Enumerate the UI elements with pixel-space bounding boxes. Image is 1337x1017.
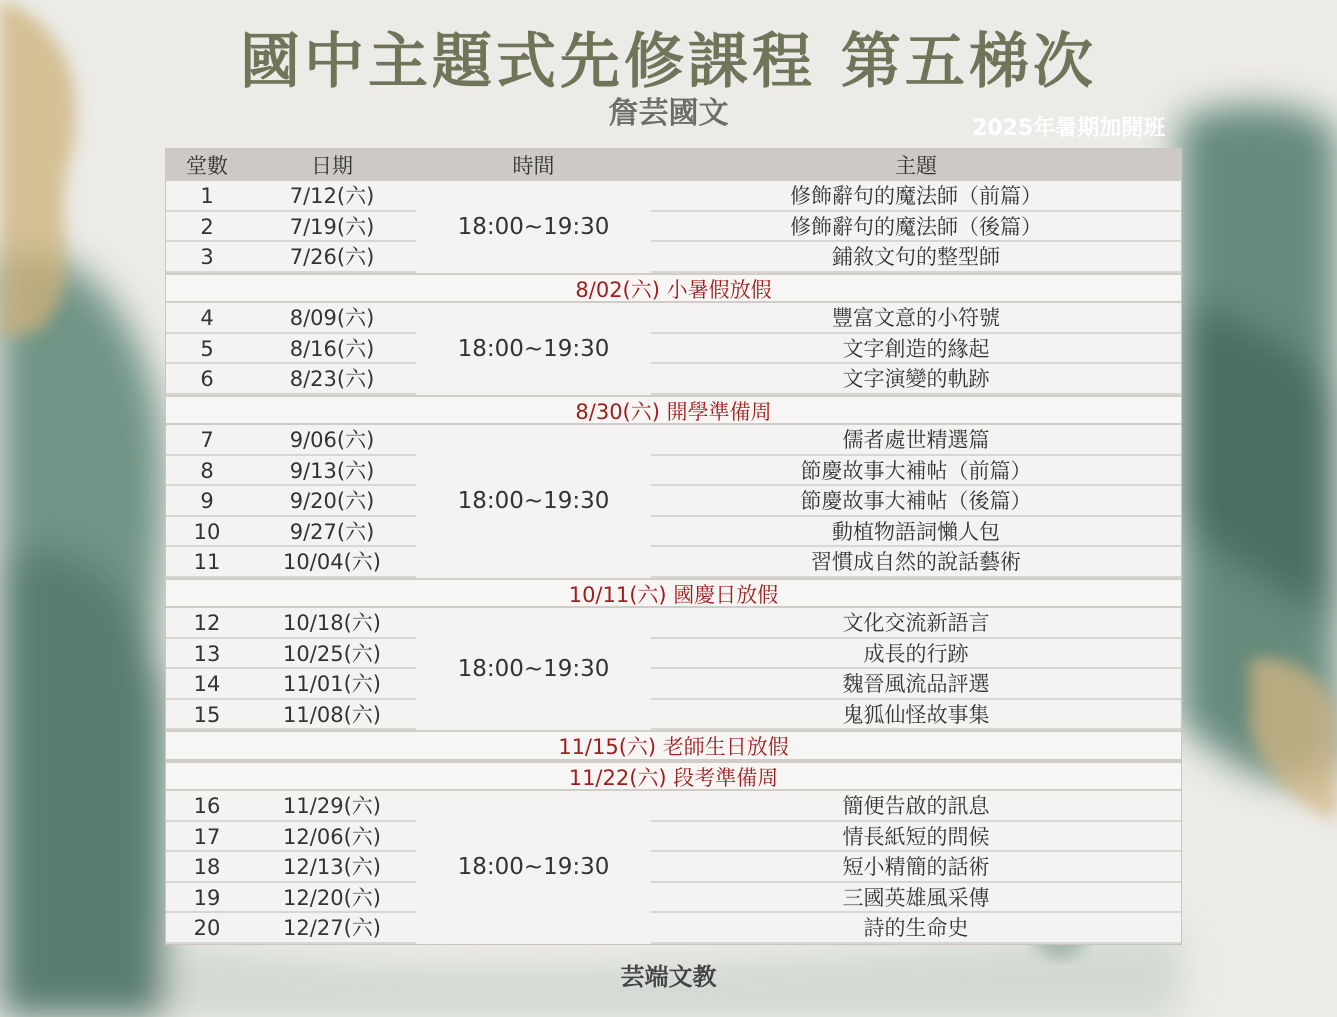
lesson-number: 15 [166, 700, 248, 731]
holiday-row: 11/15(六) 老師生日放假 [166, 730, 1181, 761]
lesson-topic: 三國英雄風采傳 [651, 883, 1181, 914]
table-row [166, 517, 1181, 548]
lesson-number: 18 [166, 852, 248, 883]
lesson-date: 7/26(六) [248, 242, 416, 273]
lesson-group [166, 303, 1181, 395]
lesson-number: 8 [166, 456, 248, 487]
lesson-topic: 情長紙短的問候 [651, 822, 1181, 853]
lesson-number: 11 [166, 547, 248, 578]
table-row [166, 669, 1181, 700]
holiday-row: 8/30(六) 開學準備周 [166, 395, 1181, 426]
lesson-number: 19 [166, 883, 248, 914]
table-row [166, 456, 1181, 487]
lesson-topic: 修飾辭句的魔法師（前篇） [651, 181, 1181, 212]
lesson-date: 7/12(六) [248, 181, 416, 212]
lesson-number: 6 [166, 364, 248, 395]
table-row [166, 364, 1181, 395]
holiday-row: 8/02(六) 小暑假放假 [166, 273, 1181, 304]
holiday-row: 11/22(六) 段考準備周 [166, 761, 1181, 792]
lesson-time: 18:00~19:30 [457, 213, 610, 240]
lesson-number: 7 [166, 425, 248, 456]
lesson-topic: 豐富文意的小符號 [651, 303, 1181, 334]
schedule-table [165, 148, 1182, 945]
table-row [166, 822, 1181, 853]
lesson-number: 10 [166, 517, 248, 548]
lesson-number: 16 [166, 791, 248, 822]
lesson-date: 12/20(六) [248, 883, 416, 914]
lesson-date: 10/04(六) [248, 547, 416, 578]
lesson-number: 4 [166, 303, 248, 334]
page-title: 國中主題式先修課程 第五梯次 [240, 27, 1097, 97]
lesson-date: 11/29(六) [248, 791, 416, 822]
lesson-number: 14 [166, 669, 248, 700]
lesson-topic: 短小精簡的話術 [651, 852, 1181, 883]
lesson-topic: 詩的生命史 [651, 913, 1181, 944]
table-row [166, 212, 1181, 243]
table-row [166, 608, 1181, 639]
lesson-topic: 文化交流新語言 [651, 608, 1181, 639]
lesson-number: 2 [166, 212, 248, 243]
table-row [166, 791, 1181, 822]
lesson-date: 11/01(六) [248, 669, 416, 700]
lesson-topic: 節慶故事大補帖（前篇） [651, 456, 1181, 487]
table-row [166, 334, 1181, 365]
lesson-group [166, 608, 1181, 730]
table-row [166, 700, 1181, 731]
lesson-number: 3 [166, 242, 248, 273]
lesson-topic: 魏晉風流品評選 [651, 669, 1181, 700]
lesson-number: 20 [166, 913, 248, 944]
lesson-number: 5 [166, 334, 248, 365]
lesson-topic: 習慣成自然的說話藝術 [651, 547, 1181, 578]
table-row [166, 913, 1181, 944]
lesson-group [166, 425, 1181, 578]
lesson-date: 10/25(六) [248, 639, 416, 670]
table-row [166, 883, 1181, 914]
header-lesson: 堂數 [186, 154, 228, 178]
table-body [166, 181, 1181, 944]
lesson-number: 12 [166, 608, 248, 639]
table-row [166, 242, 1181, 273]
lesson-date: 9/27(六) [248, 517, 416, 548]
session-badge: 2025年暑期加開班 [972, 116, 1166, 141]
lesson-date: 7/19(六) [248, 212, 416, 243]
lesson-date: 12/06(六) [248, 822, 416, 853]
lesson-date: 9/06(六) [248, 425, 416, 456]
lesson-date: 8/23(六) [248, 364, 416, 395]
lesson-date: 12/13(六) [248, 852, 416, 883]
lesson-topic: 節慶故事大補帖（後篇） [651, 486, 1181, 517]
table-row [166, 852, 1181, 883]
lesson-topic: 修飾辭句的魔法師（後篇） [651, 212, 1181, 243]
lesson-topic: 鋪敘文句的整型師 [651, 242, 1181, 273]
holiday-row: 10/11(六) 國慶日放假 [166, 578, 1181, 609]
table-row [166, 425, 1181, 456]
lesson-date: 11/08(六) [248, 700, 416, 731]
table-row [166, 547, 1181, 578]
header-time: 時間 [512, 154, 555, 178]
lesson-time: 18:00~19:30 [457, 854, 610, 881]
lesson-topic: 簡便告啟的訊息 [651, 791, 1181, 822]
lesson-topic: 鬼狐仙怪故事集 [651, 700, 1181, 731]
lesson-number: 17 [166, 822, 248, 853]
teacher-name: 詹芸國文 [608, 96, 729, 131]
table-row [166, 181, 1181, 212]
lesson-time: 18:00~19:30 [457, 656, 610, 682]
lesson-group [166, 791, 1181, 944]
lesson-number: 13 [166, 639, 248, 670]
lesson-date: 8/16(六) [248, 334, 416, 365]
table-header [166, 149, 1181, 181]
table-row [166, 486, 1181, 517]
table-row [166, 639, 1181, 670]
lesson-topic: 動植物語詞懶人包 [651, 517, 1181, 548]
lesson-topic: 文字創造的緣起 [651, 334, 1181, 365]
lesson-date: 8/09(六) [248, 303, 416, 334]
lesson-date: 10/18(六) [248, 608, 416, 639]
lesson-topic: 成長的行跡 [651, 639, 1181, 670]
footer-brand: 芸端文教 [620, 963, 717, 991]
lesson-date: 9/13(六) [248, 456, 416, 487]
lesson-time: 18:00~19:30 [457, 335, 610, 362]
lesson-number: 9 [166, 486, 248, 517]
lesson-date: 12/27(六) [248, 913, 416, 944]
table-row [166, 303, 1181, 334]
lesson-number: 1 [166, 181, 248, 212]
header-date: 日期 [311, 154, 353, 178]
lesson-group [166, 181, 1181, 273]
lesson-date: 9/20(六) [248, 486, 416, 517]
lesson-topic: 文字演變的軌跡 [651, 364, 1181, 395]
lesson-time: 18:00~19:30 [457, 488, 610, 515]
lesson-topic: 儒者處世精選篇 [651, 425, 1181, 456]
header-topic: 主題 [895, 154, 937, 178]
